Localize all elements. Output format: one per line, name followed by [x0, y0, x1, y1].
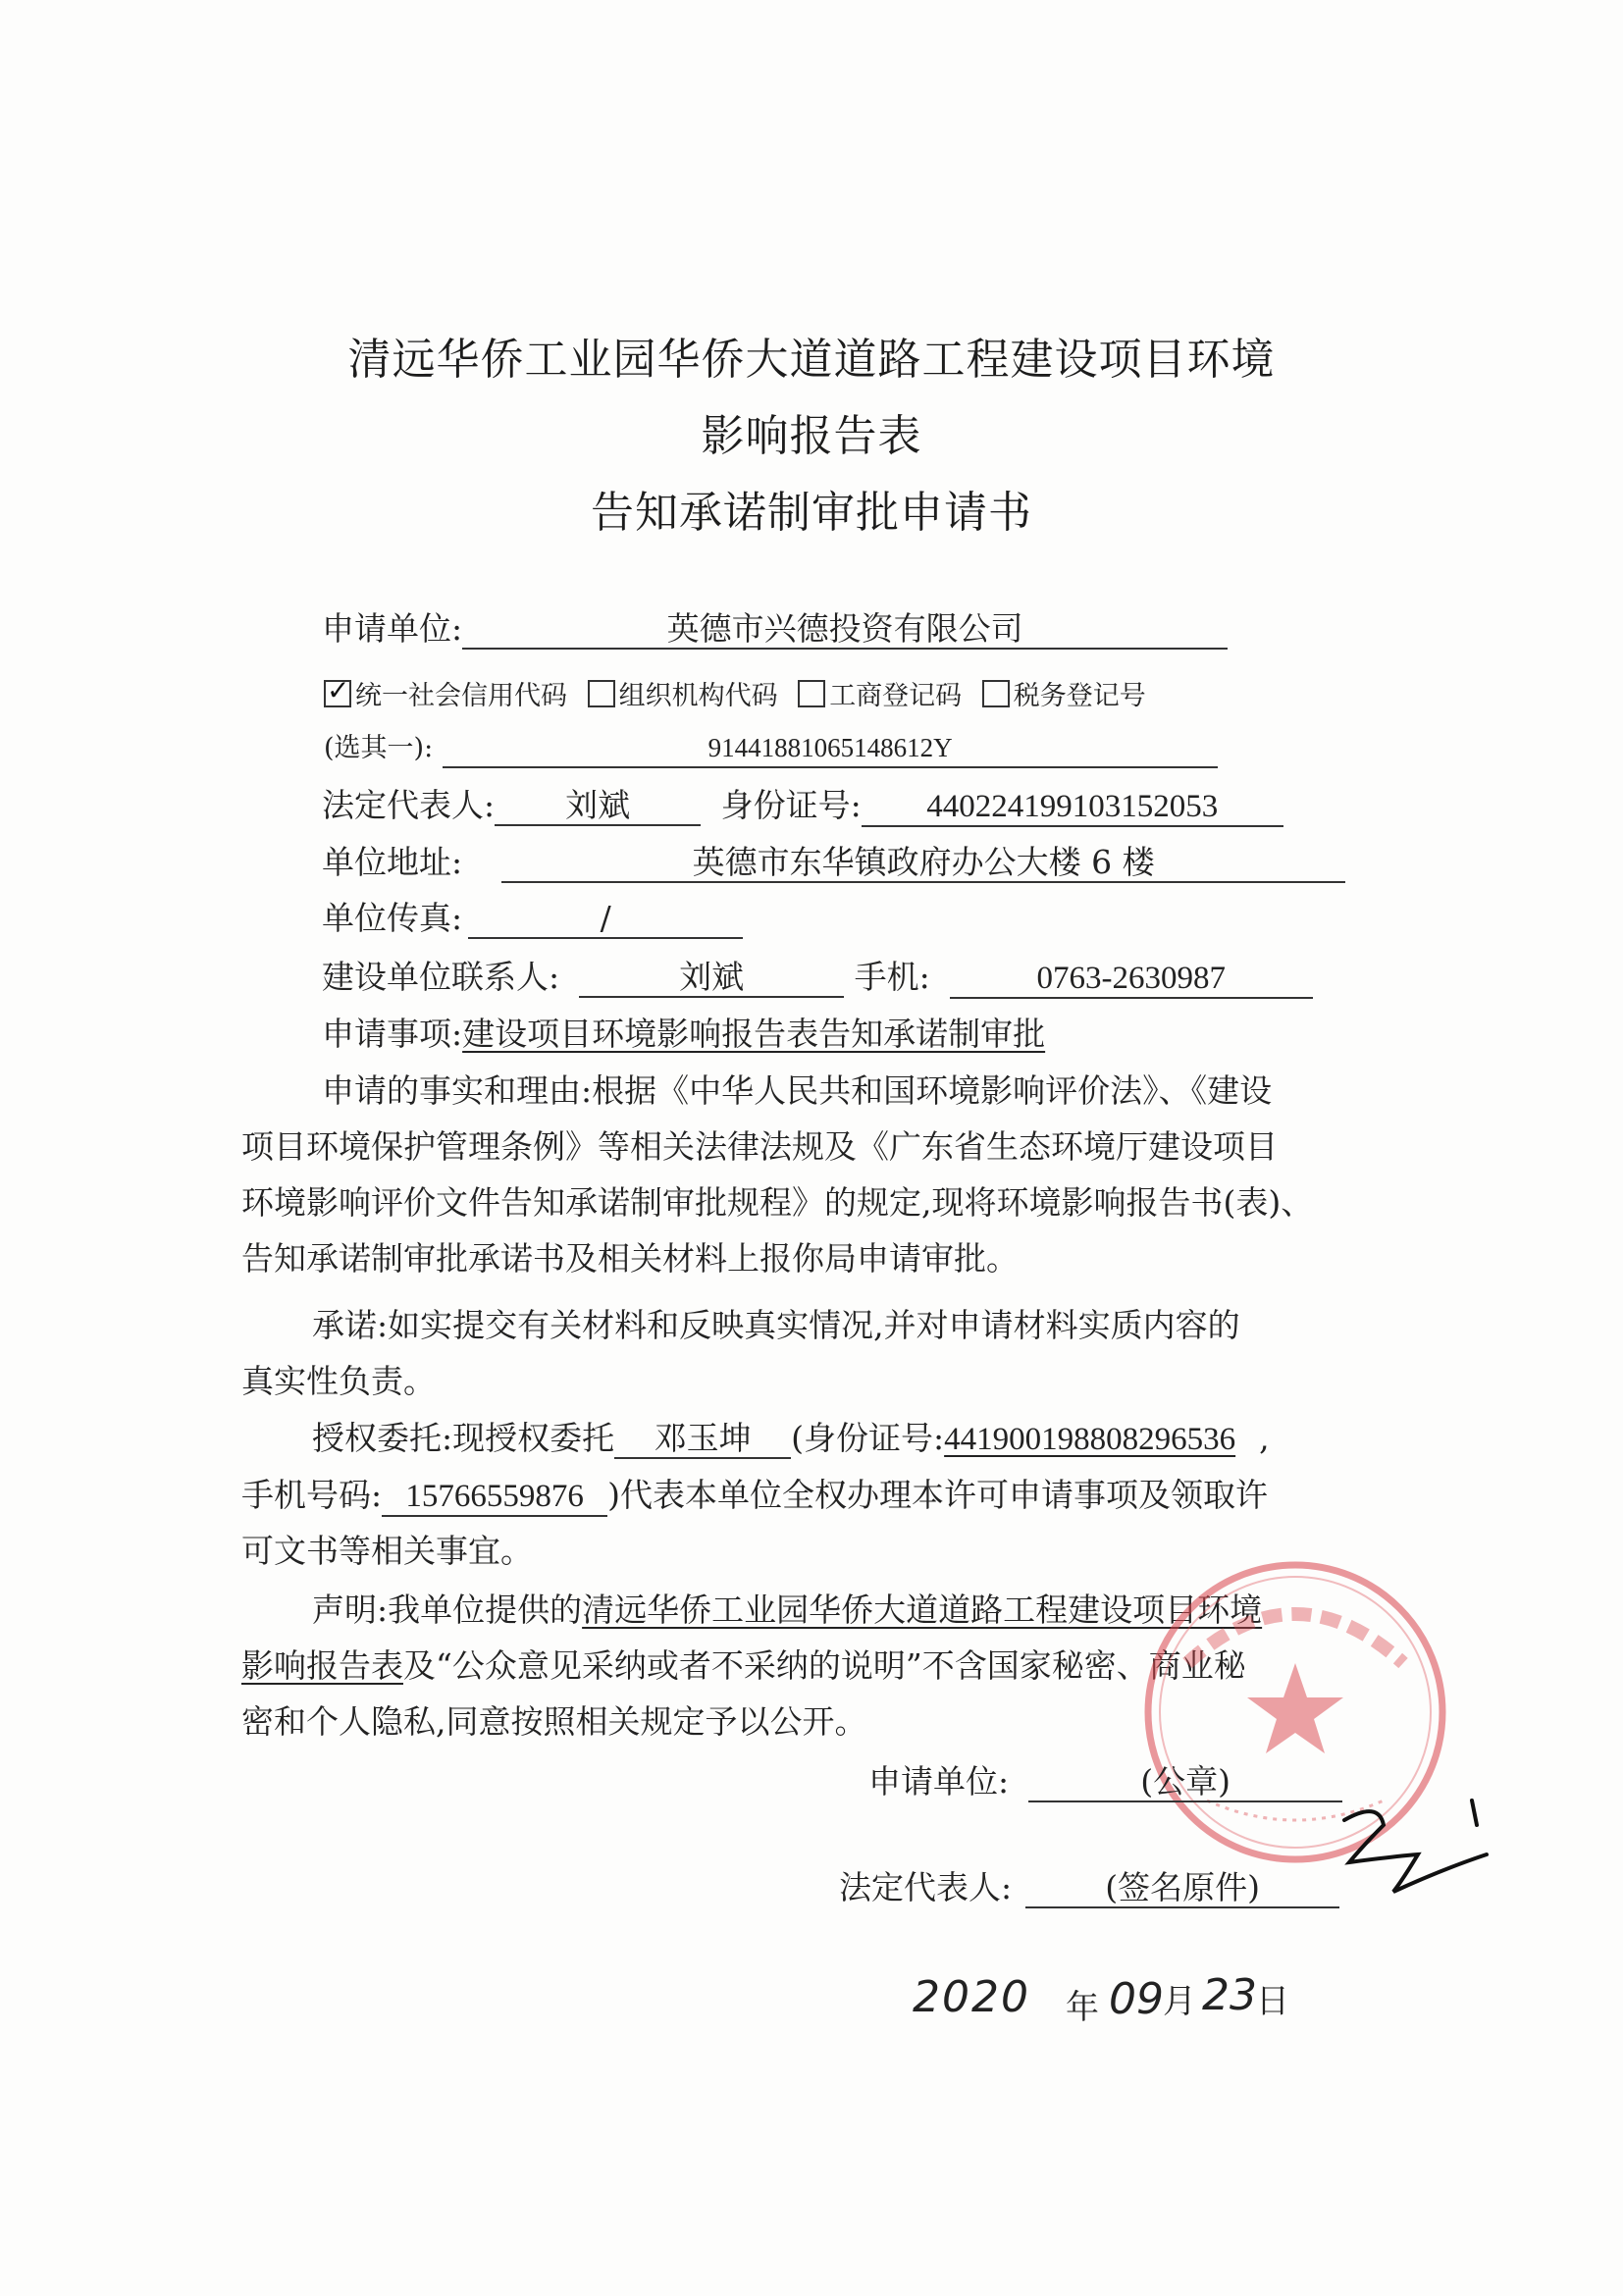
statement-prefix: 声明:我单位提供的	[312, 1591, 583, 1629]
sign-unit-value: (公章)	[1028, 1763, 1342, 1802]
authorization-line-1	[312, 1410, 1270, 1468]
authorization-line-2	[241, 1467, 1268, 1523]
statement-project-2: 影响报告表	[241, 1646, 403, 1685]
checkbox-business-code[interactable]	[798, 680, 825, 707]
matter-label: 申请事项:	[322, 1015, 463, 1053]
contact-label: 建设单位联系人:	[322, 958, 560, 996]
authorization-prefix: 授权委托:现授权委托	[312, 1419, 615, 1457]
choose-label: (选其一):	[324, 733, 434, 763]
promise-line-1: 承诺:如实提交有关材料和反映真实情况,并对申请材料实质内容的	[312, 1306, 1240, 1344]
applicant-row	[322, 603, 1228, 650]
title-line-3: 告知承诺制审批申请书	[591, 488, 1032, 538]
reasons-line-2: 项目环境保护管理条例》等相关法律法规及《广东省生态环境厅建设项目	[241, 1127, 1278, 1166]
date-year-unit: 年	[1066, 1988, 1099, 2027]
address-label: 单位地址:	[322, 843, 463, 881]
date-row	[913, 1962, 1305, 2051]
date-year: 2020	[913, 1972, 1030, 2022]
contact-value: 刘斌	[579, 959, 844, 998]
reasons-line-4: 告知承诺制审批承诺书及相关材料上报你局申请审批。	[241, 1239, 1019, 1278]
checkbox-org-code[interactable]	[588, 680, 615, 707]
authorized-phone: 15766559876	[382, 1478, 607, 1517]
option-org-code: 组织机构代码	[618, 681, 778, 711]
authorized-id: 441900198808296536	[944, 1422, 1236, 1457]
phone-label: 手机:	[854, 958, 930, 996]
option-business-code: 工商登记码	[829, 681, 963, 711]
legal-rep-row	[322, 780, 1283, 827]
authorization-id-prefix: (身份证号:	[791, 1419, 945, 1457]
title-line-1: 清远华侨工业园华侨大道道路工程建设项目环境	[347, 335, 1276, 385]
authorization-comma: ,	[1259, 1419, 1270, 1457]
fax-row	[322, 893, 743, 939]
checkbox-credit-code[interactable]	[324, 680, 351, 707]
statement-project-1: 清远华侨工业园华侨大道道路工程建设项目环境	[582, 1591, 1263, 1629]
handwritten-signature	[1325, 1786, 1521, 1913]
statement-line-2	[241, 1638, 1246, 1694]
authorization-phone-prefix: 手机号码:	[241, 1476, 383, 1514]
address-row	[322, 837, 1345, 883]
date-month-unit: 月	[1163, 1982, 1196, 2021]
applicant-label: 申请单位:	[322, 609, 463, 648]
contact-row	[322, 952, 1313, 999]
fax-value: /	[468, 900, 743, 939]
code-options-row	[324, 674, 1146, 712]
authorization-line-3: 可文书等相关事宜。	[241, 1532, 533, 1570]
reasons-line-1: 申请的事实和理由:根据《中华人民共和国环境影响评价法》、《建设	[322, 1071, 1273, 1110]
reasons-line-3: 环境影响评价文件告知承诺制审批规程》的规定,现将环境影响报告书(表)、	[241, 1183, 1314, 1222]
title-line-2: 影响报告表	[701, 411, 922, 461]
date-day: 23	[1202, 1970, 1257, 2020]
sign-unit-row	[868, 1756, 1342, 1802]
sign-unit-label: 申请单位:	[868, 1762, 1010, 1800]
authorization-suffix: )代表本单位全权办理本许可申请事项及领取许	[607, 1476, 1268, 1514]
option-credit-code: 统一社会信用代码	[355, 681, 567, 711]
fax-label: 单位传真:	[322, 899, 463, 937]
id-label: 身份证号:	[720, 786, 862, 824]
id-value: 440224199103152053	[862, 788, 1283, 827]
matter-row	[322, 1009, 1045, 1055]
code-value-row	[324, 726, 1218, 768]
statement-line-3: 密和个人隐私,同意按照相关规定予以公开。	[241, 1702, 867, 1741]
sign-rep-value: (签名原件)	[1025, 1869, 1339, 1908]
phone-value: 0763-2630987	[950, 960, 1313, 999]
legal-rep-label: 法定代表人:	[322, 786, 496, 824]
date-month: 09	[1109, 1974, 1164, 2024]
statement-line-1	[312, 1582, 1262, 1638]
promise-line-2: 真实性负责。	[241, 1362, 436, 1400]
sign-rep-row	[839, 1862, 1339, 1908]
address-value: 英德市东华镇政府办公大楼 6 楼	[501, 844, 1345, 883]
legal-rep-value: 刘斌	[495, 787, 701, 826]
applicant-value: 英德市兴德投资有限公司	[462, 610, 1228, 650]
matter-value: 建设项目环境影响报告表告知承诺制审批	[462, 1015, 1046, 1053]
code-value: 91441881065148612Y	[443, 729, 1218, 768]
checkbox-tax-code[interactable]	[982, 680, 1010, 707]
date-day-unit: 日	[1256, 1982, 1289, 2021]
authorized-name: 邓玉坤	[614, 1420, 791, 1459]
sign-rep-label: 法定代表人:	[839, 1868, 1013, 1906]
option-tax-code: 税务登记号	[1013, 681, 1146, 711]
statement-suffix: 及“公众意见采纳或者不采纳的说明”不含国家秘密、商业秘	[403, 1646, 1246, 1685]
